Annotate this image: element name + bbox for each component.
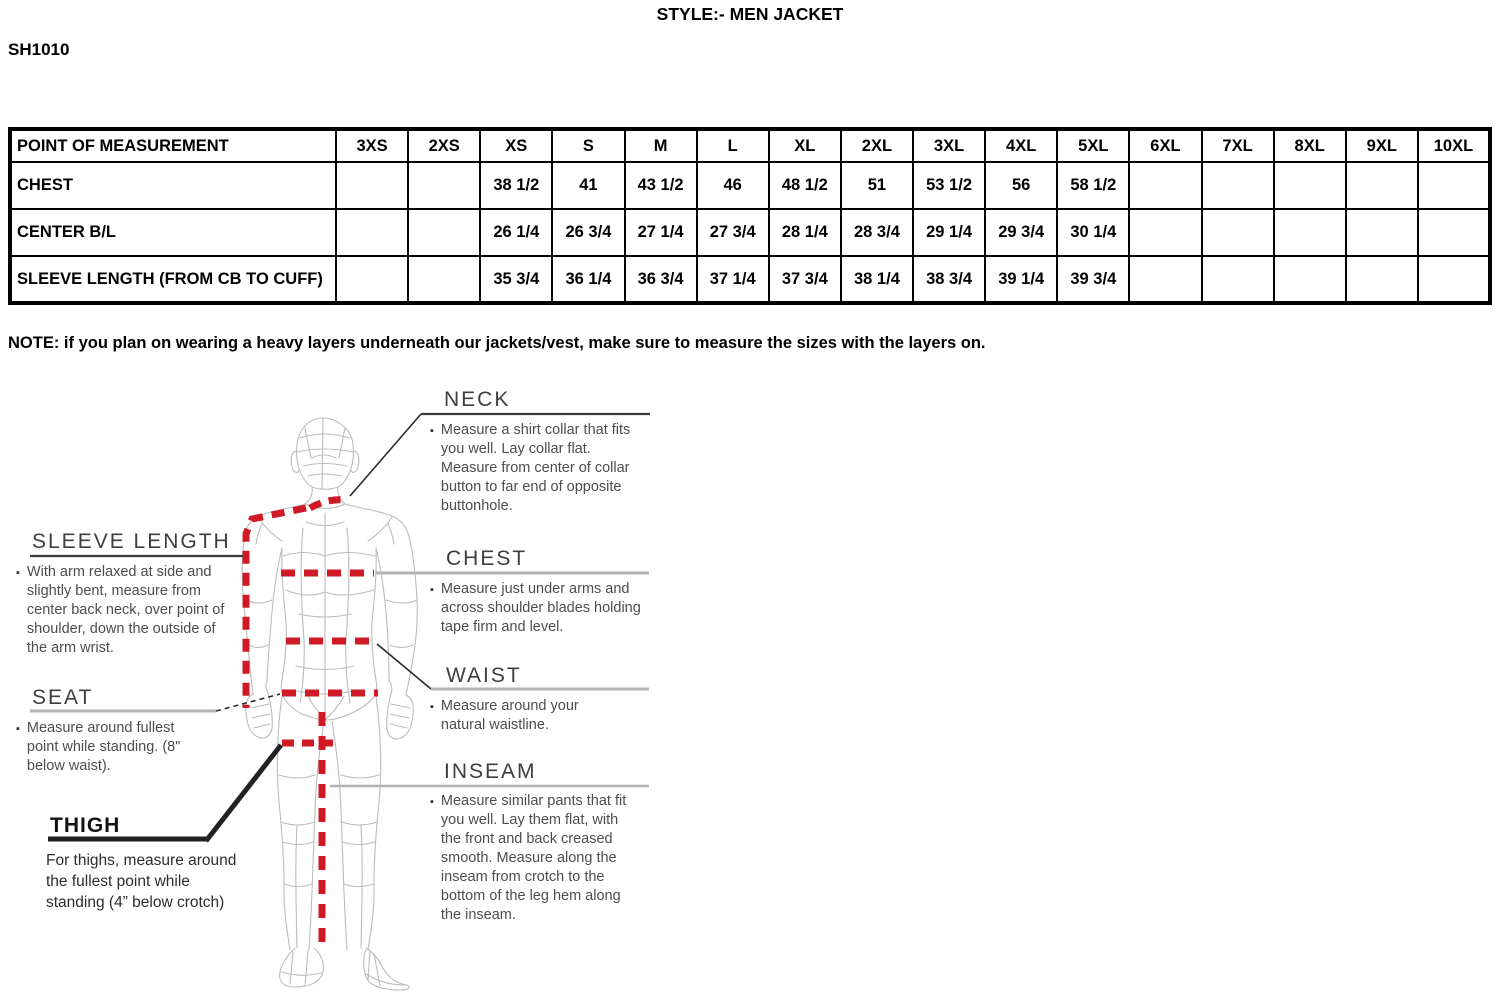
size-value-cell [1418, 162, 1490, 209]
size-value-cell: 38 3/4 [913, 256, 985, 303]
sleeve-length-label-desc [16, 563, 251, 658]
size-value-cell: 29 1/4 [913, 209, 985, 256]
chest-label-title: CHEST [446, 547, 528, 570]
size-value-cell: 26 3/4 [552, 209, 624, 256]
size-value-cell: 38 1/2 [480, 162, 552, 209]
size-column-header: 9XL [1346, 129, 1418, 162]
size-value-cell: 35 3/4 [480, 256, 552, 303]
size-value-cell: 38 1/4 [841, 256, 913, 303]
size-value-cell [1346, 162, 1418, 209]
size-column-header: S [552, 129, 624, 162]
bullet-icon: ▪ [430, 701, 434, 713]
size-column-header: 3XS [336, 129, 408, 162]
bullet-icon: ▪ [430, 425, 434, 437]
waist-label-desc [430, 697, 650, 735]
size-column-header: 6XL [1129, 129, 1201, 162]
size-column-header: 4XL [985, 129, 1057, 162]
size-value-cell [408, 256, 480, 303]
size-value-cell: 48 1/2 [769, 162, 841, 209]
size-column-header: 2XL [841, 129, 913, 162]
size-value-cell: 27 3/4 [697, 209, 769, 256]
seat-label-desc [16, 719, 236, 776]
size-column-header: 3XL [913, 129, 985, 162]
size-value-cell [336, 162, 408, 209]
size-table [8, 127, 1492, 305]
size-value-cell [1346, 256, 1418, 303]
measurement-row [10, 209, 1490, 256]
size-value-cell: 43 1/2 [625, 162, 697, 209]
size-value-cell [1274, 209, 1346, 256]
sleeve-measure-line [246, 508, 306, 708]
size-value-cell [408, 209, 480, 256]
size-column-header: 10XL [1418, 129, 1490, 162]
size-value-cell [1274, 256, 1346, 303]
size-value-cell: 37 1/4 [697, 256, 769, 303]
size-value-cell [1202, 162, 1274, 209]
size-value-cell: 46 [697, 162, 769, 209]
size-value-cell: 36 3/4 [625, 256, 697, 303]
size-column-header: 7XL [1202, 129, 1274, 162]
size-value-cell [336, 209, 408, 256]
size-value-cell: 26 1/4 [480, 209, 552, 256]
thigh-label-title: THIGH [50, 814, 121, 837]
size-column-header: 8XL [1274, 129, 1346, 162]
neck-connector-line [350, 414, 421, 496]
measurement-row [10, 256, 1490, 303]
size-value-cell [408, 162, 480, 209]
waist-connector-line [377, 644, 431, 689]
waist-desc-text: Measure around your natural waistline. [440, 698, 579, 733]
size-value-cell [1202, 209, 1274, 256]
size-value-cell [1274, 162, 1346, 209]
size-column-header: 2XS [408, 129, 480, 162]
size-value-cell [1202, 256, 1274, 303]
size-value-cell [1129, 162, 1201, 209]
size-value-cell [336, 256, 408, 303]
style-code: SH1010 [8, 40, 70, 59]
size-value-cell [1418, 209, 1490, 256]
measurement-label-cell: CHEST [10, 162, 336, 209]
neck-label-desc [430, 421, 658, 516]
inseam-label-title: INSEAM [444, 760, 537, 783]
chest-desc-text: Measure just under arms and across shoulder blades holding tape firm and level. [440, 581, 641, 635]
size-value-cell: 39 1/4 [985, 256, 1057, 303]
page-title: STYLE:- MEN JACKET [656, 4, 844, 24]
chest-label-desc [430, 580, 658, 637]
point-of-measurement-header: POINT OF MEASUREMENT [10, 129, 336, 162]
size-value-cell: 56 [985, 162, 1057, 209]
seat-label-title: SEAT [32, 686, 94, 709]
size-value-cell: 28 1/4 [769, 209, 841, 256]
size-value-cell: 36 1/4 [552, 256, 624, 303]
size-value-cell [1346, 209, 1418, 256]
size-value-cell: 58 1/2 [1057, 162, 1129, 209]
size-value-cell: 27 1/4 [625, 209, 697, 256]
neck-label-title: NECK [444, 388, 511, 411]
size-value-cell: 41 [552, 162, 624, 209]
size-value-cell: 39 3/4 [1057, 256, 1129, 303]
size-value-cell [1129, 256, 1201, 303]
size-column-header: M [625, 129, 697, 162]
inseam-desc-text: Measure similar pants that fit you well. Lay them flat, with the front and back creased smooth. Measure along the inseam from crotch to the bottom of the leg hem along the inseam. [440, 793, 627, 923]
bullet-icon: ▪ [430, 796, 434, 808]
thigh-label-desc [46, 850, 261, 913]
size-value-cell: 28 3/4 [841, 209, 913, 256]
bullet-icon: ▪ [16, 567, 20, 579]
sleeve-length-label-title: SLEEVE LENGTH [32, 530, 231, 553]
sleeve-length-desc-text: With arm relaxed at side and slightly bent, measure from center back neck, over point of shoulder, down the outside of the arm wrist. [26, 564, 225, 656]
measurement-label-cell: SLEEVE LENGTH (FROM CB TO CUFF) [10, 256, 336, 303]
size-value-cell: 29 3/4 [985, 209, 1057, 256]
seat-desc-text: Measure around fullest point while standing. (8" below waist). [26, 720, 181, 774]
inseam-label-desc [430, 792, 658, 925]
size-column-header: XL [769, 129, 841, 162]
size-column-header: 5XL [1057, 129, 1129, 162]
neck-desc-text: Measure a shirt collar that fits you well. Lay collar flat. Measure from center of collar button to far end of opposite buttonhole. [440, 422, 631, 514]
measurement-row [10, 162, 1490, 209]
measurement-label-cell: CENTER B/L [10, 209, 336, 256]
size-column-header: XS [480, 129, 552, 162]
size-table-header-row [10, 129, 1490, 162]
size-value-cell: 51 [841, 162, 913, 209]
note-text: NOTE: if you plan on wearing a heavy layers underneath our jackets/vest, make sure to measure the sizes with the layers on. [8, 334, 986, 352]
size-value-cell: 37 3/4 [769, 256, 841, 303]
bullet-icon: ▪ [430, 584, 434, 596]
size-value-cell: 53 1/2 [913, 162, 985, 209]
size-value-cell [1418, 256, 1490, 303]
waist-label-title: WAIST [446, 664, 522, 687]
size-column-header: L [697, 129, 769, 162]
size-value-cell [1129, 209, 1201, 256]
thigh-desc-text: For thighs, measure around the fullest point while standing (4” below crotch) [46, 852, 237, 911]
size-value-cell: 30 1/4 [1057, 209, 1129, 256]
bullet-icon: ▪ [16, 723, 20, 735]
